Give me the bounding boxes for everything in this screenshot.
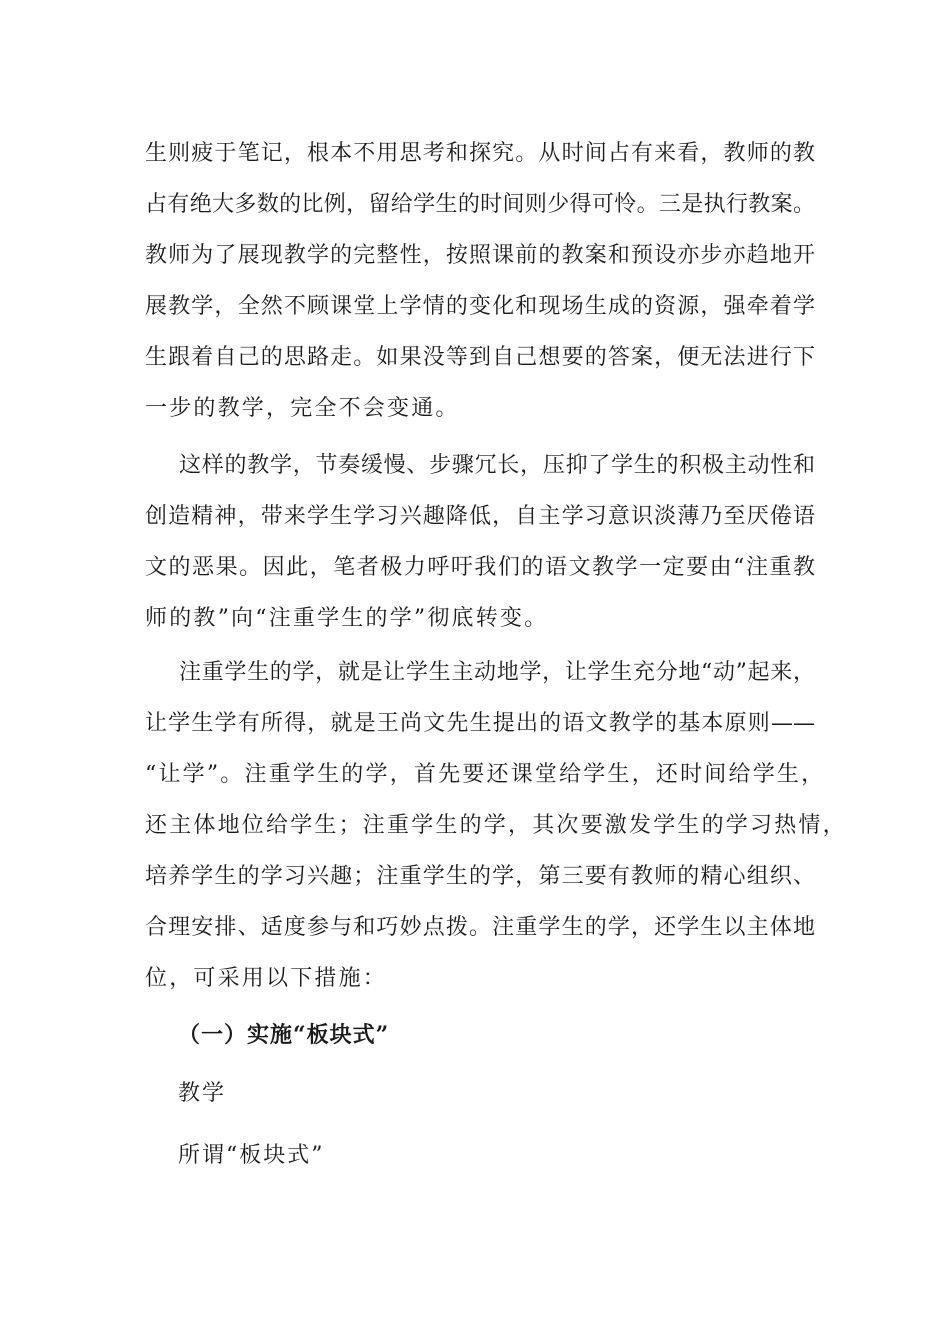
section-subline-1: 教学 (178, 1081, 227, 1106)
text-line: 这样的教学，节奏缓慢、步骤冗长，压抑了学生的积极主动性和 (179, 453, 815, 478)
text-line: 文的恶果。因此，笔者极力呼吁我们的语文教学一定要由“注重教 (145, 555, 815, 580)
text-line: 一步的教学，完全不会变通。 (145, 396, 460, 421)
text-line: 生则疲于笔记，根本不用思考和探究。从时间占有来看，教师的教 (145, 141, 815, 166)
section-heading: （一）实施“板块式” (178, 1022, 390, 1048)
text-line: 教师为了展现教学的完整性，按照课前的教案和预设亦步亦趋地开 (145, 243, 815, 268)
paragraph-2 (145, 440, 815, 644)
text-line: 培养学生的学习兴趣；注重学生的学，第三要有教师的精心组织、 (145, 864, 815, 889)
text-line: “让学”。注重学生的学，首先要还课堂给学生，还时间给学生， (145, 762, 826, 787)
text-line: 注重学生的学，就是让学生主动地学，让学生充分地“动”起来， (179, 660, 815, 685)
text-line: 师的教”向“注重学生的学”彻底转变。 (145, 606, 549, 631)
text-line: 还主体地位给学生；注重学生的学，其次要激发学生的学习热情， (145, 813, 847, 838)
text-line: 展教学，全然不顾课堂上学情的变化和现场生成的资源，强牵着学 (145, 294, 815, 319)
paragraph-1 (145, 128, 815, 434)
text-line: 占有绝大多数的比例，留给学生的时间则少得可怜。三是执行教案。 (145, 192, 815, 217)
text-line: 让学生学有所得，就是王尚文先生提出的语文教学的基本原则—— (145, 711, 815, 736)
text-line: 位，可采用以下措施： (145, 966, 388, 991)
text-line: 创造精神，带来学生学习兴趣降低，自主学习意识淡薄乃至厌倦语 (145, 504, 815, 529)
text-line: 生跟着自己的思路走。如果没等到自己想要的答案，便无法进行下 (145, 345, 815, 370)
paragraph-3 (145, 647, 847, 1004)
section-subline-2: 所谓“板块式” (178, 1143, 325, 1168)
text-line: 合理安排、适度参与和巧妙点拨。注重学生的学，还学生以主体地 (145, 915, 815, 940)
